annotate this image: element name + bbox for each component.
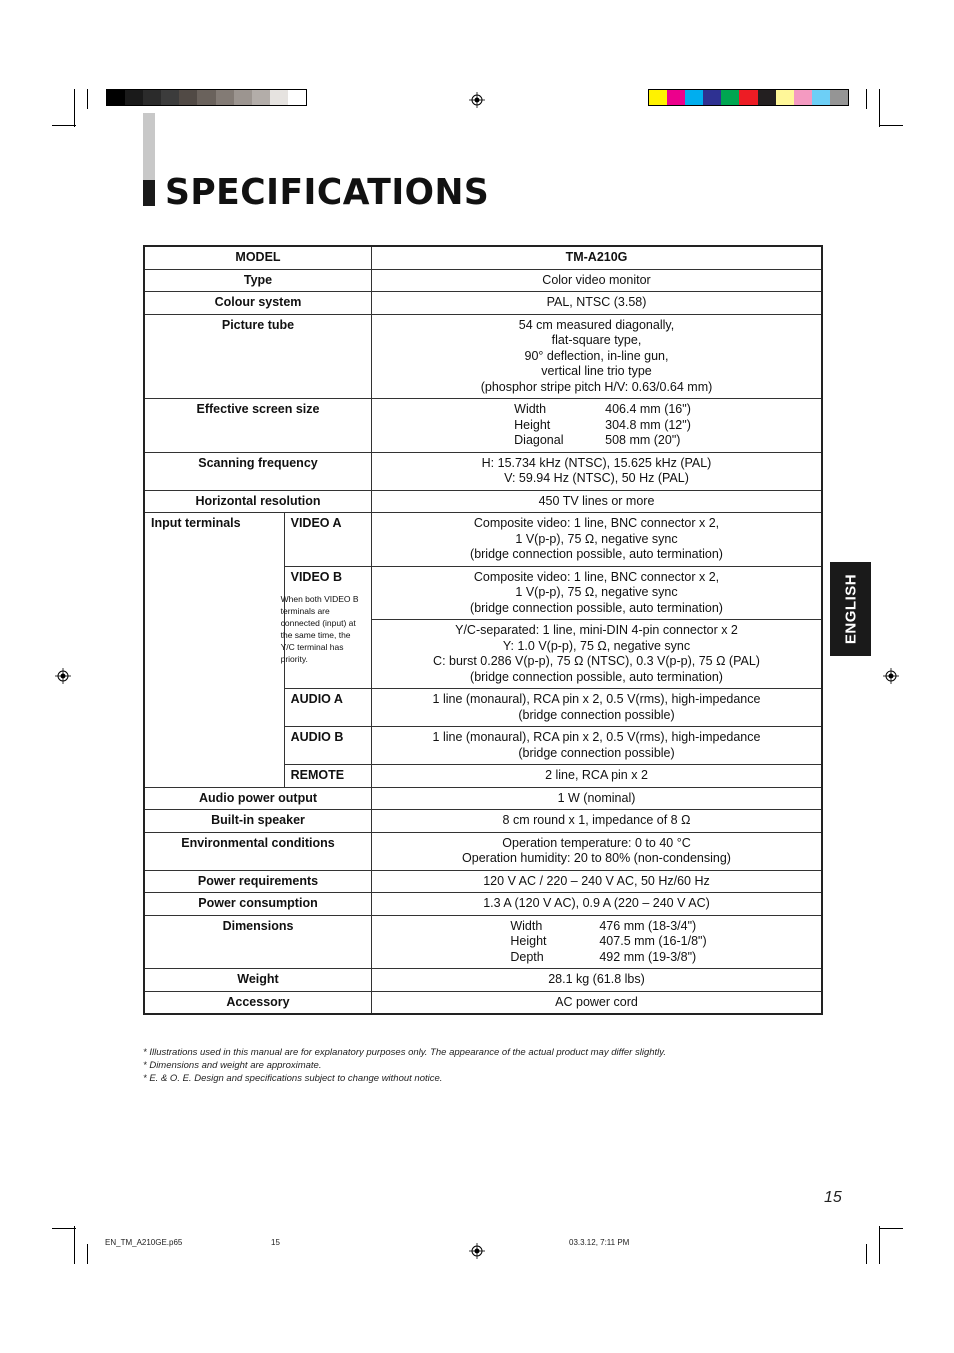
power-requirements-value: 120 V AC / 220 – 240 V AC, 50 Hz/60 Hz [372,870,823,893]
table-row [144,314,822,399]
calibration-swatch [776,90,794,105]
dimensions-label: Dimensions [144,915,372,969]
dimension-key: Width [510,918,543,933]
calibration-swatch [794,90,812,105]
video-b-note: When both VIDEO B terminals are connected (input) at the same time, the Y/C terminal has priority. [280,594,359,664]
calibration-swatch [234,90,252,105]
dimension-key: Height [514,417,551,432]
value-line: 1 V(p-p), 75 Ω, negative sync [515,531,678,546]
value-line: V: 59.94 Hz (NTSC), 50 Hz (PAL) [504,471,689,485]
picture-tube-value [372,314,823,399]
dimension-key: Diagonal [514,433,564,447]
video-b-label: VIDEO B [290,569,343,584]
value-line: (bridge connection possible) [518,745,675,760]
calibration-swatch [179,90,197,105]
slug-filename: EN_TM_A210GE.p65 [105,1238,183,1247]
colour-system-label: Colour system [144,292,372,315]
audio-a-value [372,689,823,727]
power-requirements-label: Power requirements [144,870,372,893]
model-label: MODEL [144,246,372,269]
grayscale-calibration-bar [106,89,307,106]
table-row [144,246,822,269]
value-line: 1 line (monaural), RCA pin x 2, 0.5 V(rms), high-impedance [432,730,761,744]
dimension-value: 492 mm (19-3/8") [599,949,697,964]
table-row [144,269,822,292]
dimension-value: 406.4 mm (16") [605,402,691,416]
value-line: (bridge connection possible, auto termination) [470,669,723,684]
value-line: Y: 1.0 V(p-p), 75 Ω, negative sync [502,638,691,653]
type-label: Type [144,269,372,292]
audio-power-value: 1 W (nominal) [372,787,823,810]
table-row [144,969,822,992]
remote-label: REMOTE [284,765,371,788]
table-row [144,452,822,490]
audio-b-label: AUDIO B [284,727,371,765]
table-row [144,832,822,870]
value-line: Composite video: 1 line, BNC connector x 2, [473,516,720,530]
dimension-key: Width [514,402,547,416]
video-b-yc-value [372,620,823,689]
horizontal-resolution-label: Horizontal resolution [144,490,372,513]
value-line: (phosphor stripe pitch H/V: 0.63/0.64 mm) [480,379,713,394]
remote-value: 2 line, RCA pin x 2 [372,765,823,788]
registration-mark-icon [469,1243,485,1259]
registration-mark-icon [883,668,899,684]
table-row [144,991,822,1014]
table-row [144,810,822,833]
calibration-swatch [143,90,161,105]
value-line: C: burst 0.286 V(p-p), 75 Ω (NTSC), 0.3 V(p-p), 75 Ω (PAL) [433,654,760,668]
calibration-swatch [288,90,306,105]
value-line: 54 cm measured diagonally, [518,317,675,332]
value-line: (bridge connection possible) [518,707,675,722]
video-a-value [372,513,823,567]
calibration-swatch [739,90,757,105]
page-number: 15 [824,1189,842,1206]
table-row [144,292,822,315]
calibration-swatch [721,90,739,105]
calibration-swatch [125,90,143,105]
calibration-swatch [216,90,234,105]
calibration-swatch [107,90,125,105]
calibration-swatch [649,90,667,105]
table-row [144,490,822,513]
horizontal-resolution-value: 450 TV lines or more [372,490,823,513]
speaker-label: Built-in speaker [144,810,372,833]
slug-page: 15 [271,1238,280,1247]
table-row [144,870,822,893]
audio-a-label: AUDIO A [284,689,371,727]
audio-power-label: Audio power output [144,787,372,810]
title-accent-bar-gray [143,113,155,180]
calibration-swatch [703,90,721,105]
environment-value [372,832,823,870]
table-row [144,893,822,916]
dimension-value: 476 mm (18-3/4") [599,918,697,933]
value-line: (bridge connection possible, auto termination) [470,547,723,561]
calibration-swatch [270,90,288,105]
table-row [144,513,822,567]
colour-system-value: PAL, NTSC (3.58) [372,292,823,315]
footnote: * E. & O. E. Design and specifications subject to change without notice. [143,1073,443,1084]
value-line: Y/C-separated: 1 line, mini-DIN 4-pin connector x 2 [455,623,738,637]
dimension-value: 304.8 mm (12") [605,417,691,432]
page-title: SPECIFICATIONS [165,172,490,213]
registration-mark-icon [469,92,485,108]
calibration-swatch [667,90,685,105]
specifications-table [143,245,823,1015]
color-calibration-bar [648,89,849,106]
video-b-cell [280,566,371,689]
environment-label: Environmental conditions [144,832,372,870]
language-tab [830,562,871,656]
power-consumption-label: Power consumption [144,893,372,916]
power-consumption-value: 1.3 A (120 V AC), 0.9 A (220 – 240 V AC) [372,893,823,916]
picture-tube-label: Picture tube [144,314,372,399]
title-accent-bar-black [143,180,155,206]
value-line: H: 15.734 kHz (NTSC), 15.625 kHz (PAL) [481,455,712,470]
audio-b-value [372,727,823,765]
footnote: * Dimensions and weight are approximate. [143,1060,322,1071]
footnotes [143,1046,666,1085]
calibration-swatch [830,90,848,105]
scanning-frequency-label: Scanning frequency [144,452,372,490]
weight-label: Weight [144,969,372,992]
calibration-swatch [161,90,179,105]
value-line: 1 V(p-p), 75 Ω, negative sync [515,585,678,599]
value-line: vertical line trio type [541,364,652,378]
weight-value: 28.1 kg (61.8 lbs) [372,969,823,992]
footnote: * Illustrations used in this manual are for explanatory purposes only. The appearance of the actual product may differ slightly. [143,1047,666,1058]
accessory-value: AC power cord [372,991,823,1014]
type-value: Color video monitor [372,269,823,292]
dimension-key: Height [510,934,547,948]
value-line: Composite video: 1 line, BNC connector x 2, [473,569,720,584]
model-value: TM-A210G [372,246,823,269]
value-line: 90° deflection, in-line gun, [524,348,669,363]
calibration-swatch [252,90,270,105]
dimension-value: 407.5 mm (16-1/8") [599,934,707,948]
value-line: 1 line (monaural), RCA pin x 2, 0.5 V(rms), high-impedance [432,692,761,706]
dimension-key: Depth [510,949,544,964]
screen-size-value [372,399,823,453]
value-line: (bridge connection possible, auto termination) [470,600,723,615]
accessory-label: Accessory [144,991,372,1014]
speaker-value: 8 cm round x 1, impedance of 8 Ω [372,810,823,833]
value-line: flat-square type, [551,333,642,347]
dimensions-value [372,915,823,969]
dimension-value: 508 mm (20") [605,433,681,447]
calibration-swatch [197,90,215,105]
value-line: Operation temperature: 0 to 40 °C [502,835,691,850]
table-row [144,787,822,810]
calibration-swatch [758,90,776,105]
video-b-composite-value [372,566,823,620]
scanning-frequency-value [372,452,823,490]
table-row [144,399,822,453]
calibration-swatch [685,90,703,105]
video-a-label: VIDEO A [284,513,371,567]
screen-size-label: Effective screen size [144,399,372,453]
registration-mark-icon [55,668,71,684]
calibration-swatch [812,90,830,105]
input-terminals-label: Input terminals [144,513,284,788]
slug-date: 03.3.12, 7:11 PM [569,1238,630,1247]
table-row [144,915,822,969]
value-line: Operation humidity: 20 to 80% (non-condensing) [462,851,731,865]
language-tab-label: ENGLISH [842,573,859,645]
